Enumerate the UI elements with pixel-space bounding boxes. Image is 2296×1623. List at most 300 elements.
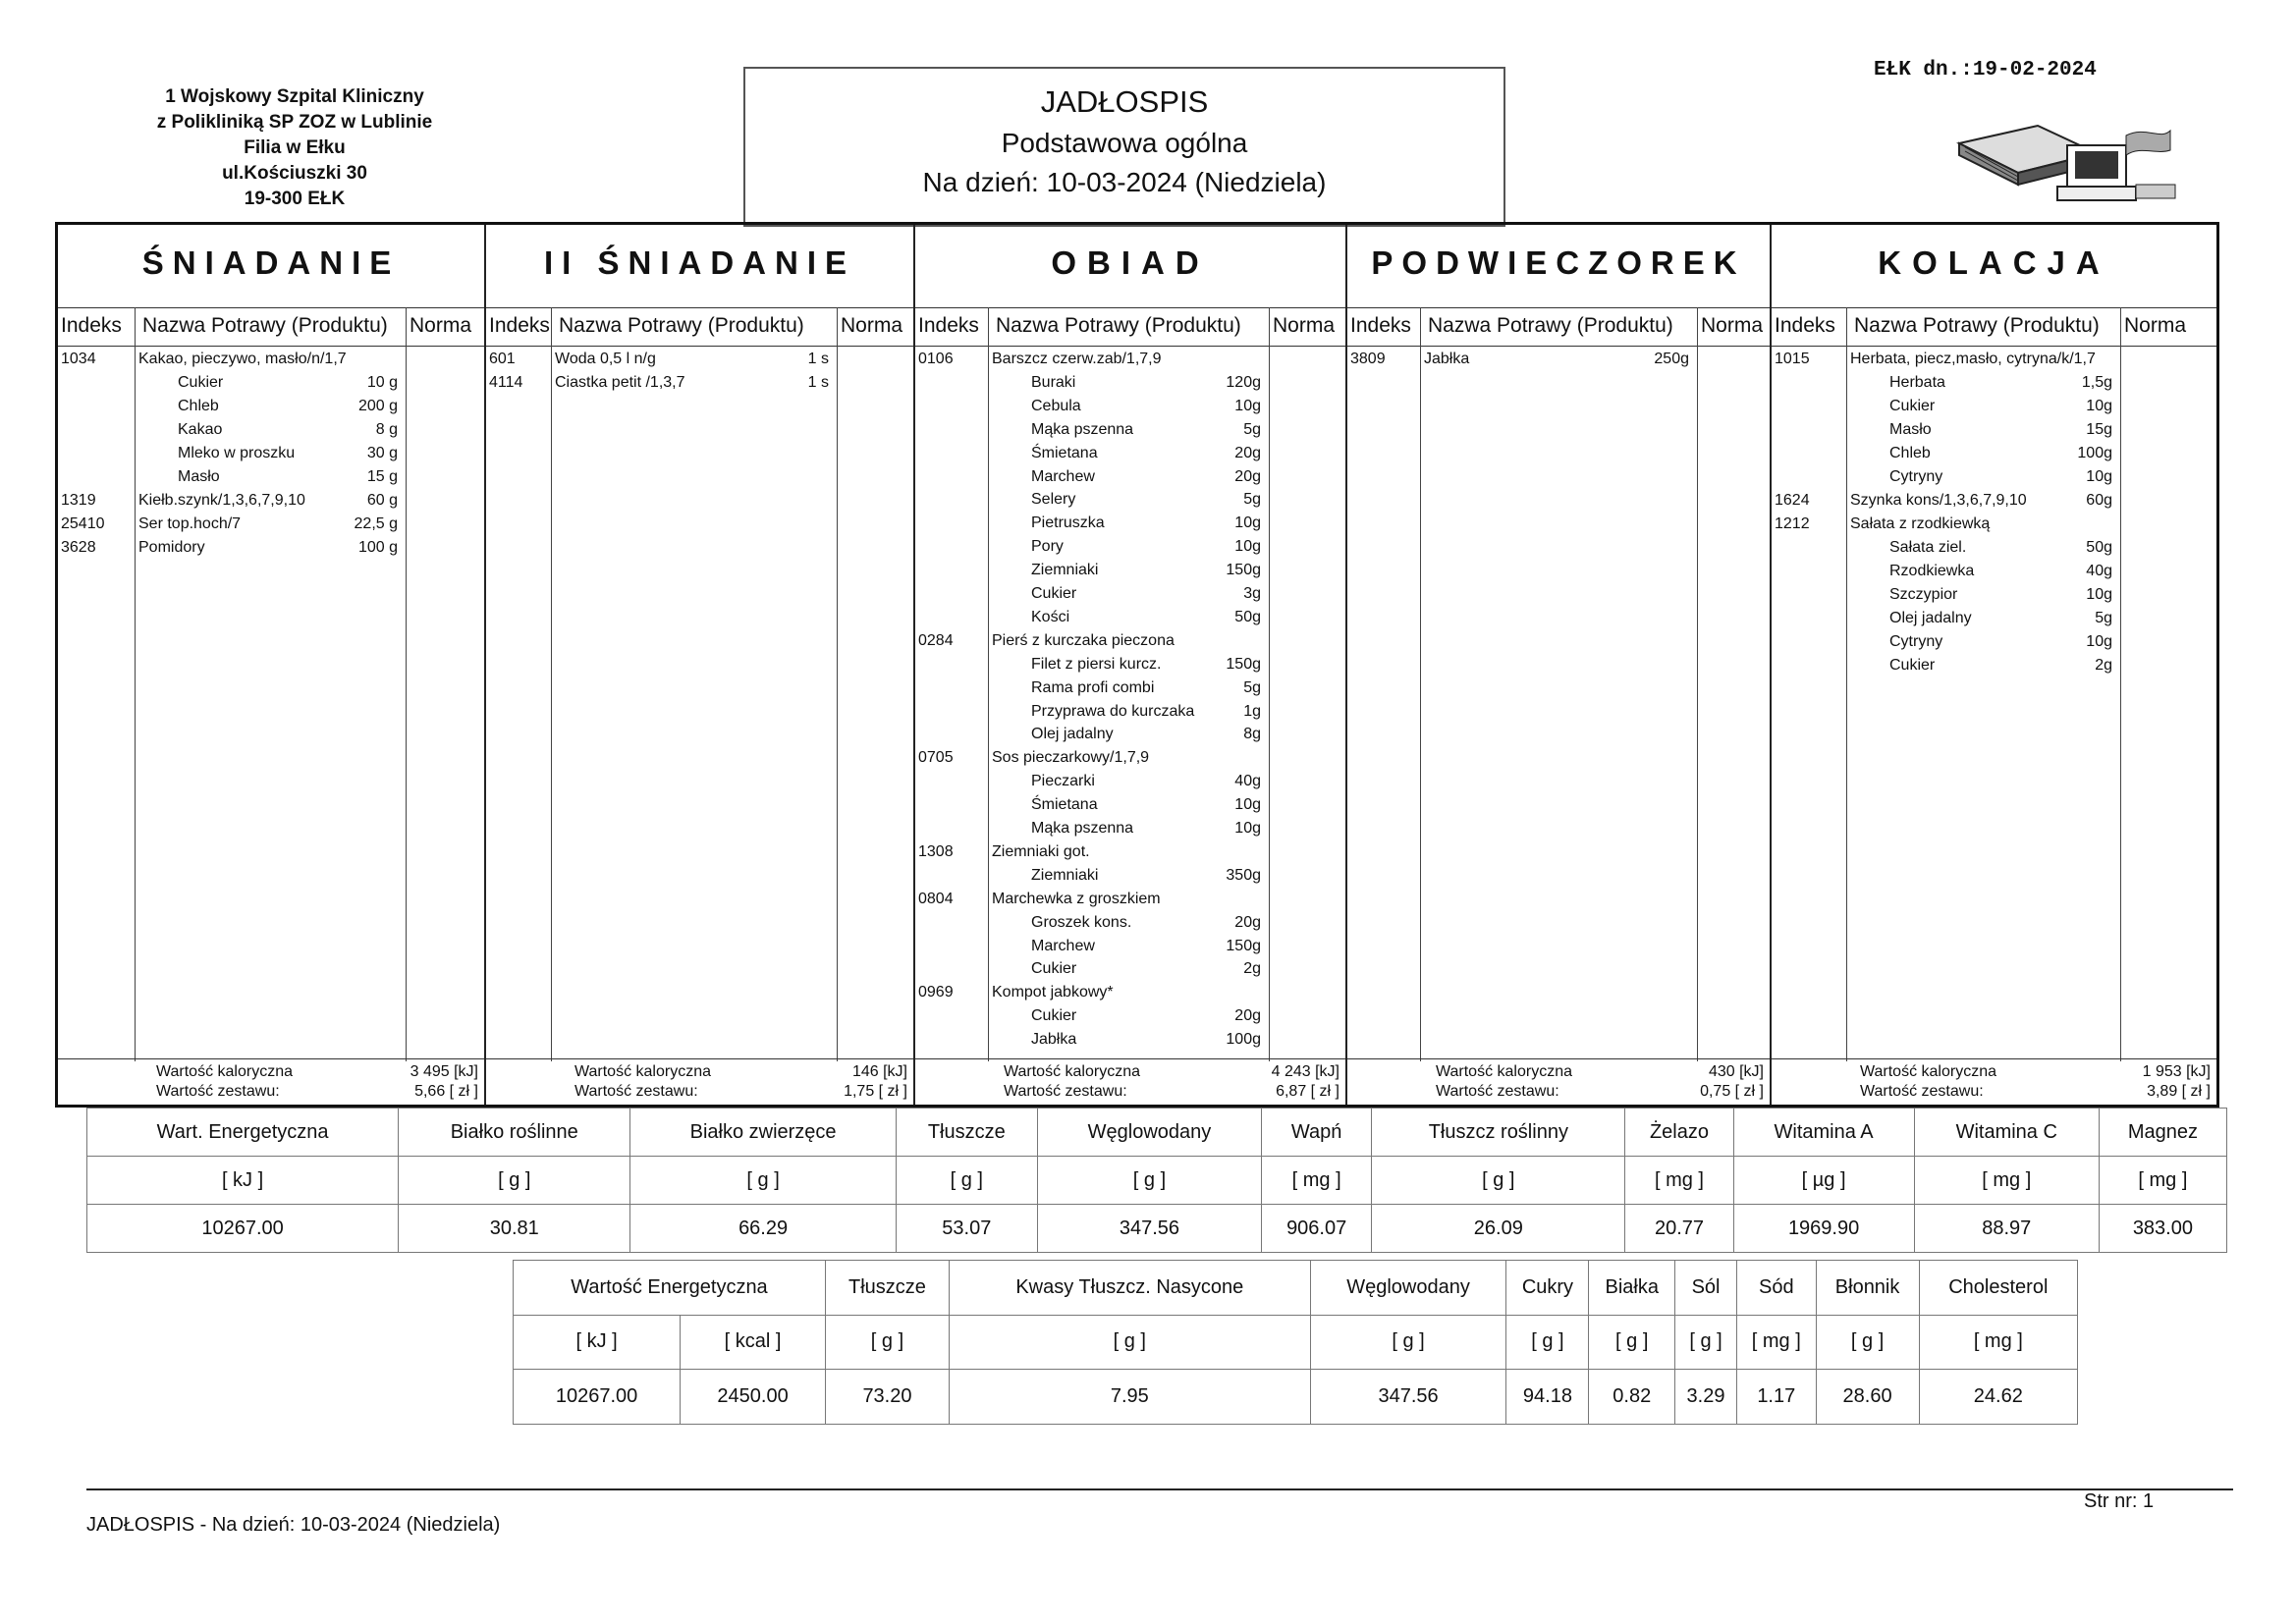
column-headers [58, 307, 484, 347]
nutrition-cell-header: Białko roślinne [399, 1109, 630, 1157]
calorific-value: 430 [kJ] [1708, 1063, 1764, 1080]
nutrition-cell-unit: [ mg ] [1625, 1157, 1733, 1205]
row-name: Cukier [1889, 657, 1936, 674]
calorific-value: 3 495 [kJ] [410, 1063, 478, 1080]
nutrition-cell-values: 3.29 [1675, 1370, 1737, 1425]
page-number: Str nr: 1 [2084, 1490, 2155, 1512]
row-norm: 5g [1243, 678, 1261, 696]
row-norm: 120g [1226, 373, 1261, 391]
row-name: Pierś z kurczaka pieczona [992, 631, 1175, 649]
row-norm: 150g [1226, 562, 1261, 579]
row-name: Szczypior [1889, 586, 1958, 603]
meal-section [1347, 225, 1772, 1105]
meal-summary [58, 1058, 484, 1105]
nutrition-cell-value: 88.97 [1914, 1205, 2099, 1253]
row-name: Chleb [178, 398, 219, 414]
menu-row [1772, 351, 2216, 372]
row-name: Sos pieczarkowy/1,7,9 [992, 749, 1150, 767]
nutrition-cell-header: Wapń [1262, 1109, 1372, 1157]
nutrition-cell-units: [ g ] [1589, 1315, 1675, 1370]
column-headers [915, 307, 1345, 347]
row-name: Sałata z rzodkiewką [1850, 515, 1991, 532]
row-name: Ziemniaki [1031, 562, 1099, 579]
nutrition-cell-unit: [ mg ] [1914, 1157, 2099, 1205]
menu-row [1772, 398, 2216, 419]
set-value-label: Wartość zestawu: [574, 1083, 698, 1100]
row-norm: 40g [1234, 773, 1261, 790]
nutrition-cell-value: 26.09 [1372, 1205, 1625, 1253]
menu-row [915, 867, 1345, 889]
row-norm: 10g [1234, 820, 1261, 837]
nutrition-cell-value: 66.29 [630, 1205, 896, 1253]
nutrition-cell-unit: [ g ] [1037, 1157, 1261, 1205]
row-norm: 10g [1234, 796, 1261, 814]
menu-row [1772, 610, 2216, 631]
menu-row [915, 773, 1345, 794]
row-norm: 5g [2095, 610, 2112, 626]
row-name: Marchew [1031, 937, 1095, 954]
nutrition-cell-units: [ kcal ] [681, 1315, 826, 1370]
nutrition-cell-header: Sól [1675, 1261, 1737, 1316]
row-name: Chleb [1889, 445, 1931, 461]
row-name: Masło [178, 468, 220, 485]
menu-row [915, 914, 1345, 936]
row-name: Rama profi combi [1031, 678, 1155, 696]
menu-row [58, 492, 484, 514]
row-norm: 10g [2086, 468, 2112, 485]
nutrition-cell-header: Tłuszcze [896, 1109, 1037, 1157]
hospital-line: 1 Wojskowy Szpital Kliniczny [165, 86, 424, 107]
nutrition-cell-header: Witamina A [1733, 1109, 1914, 1157]
row-index: 0705 [918, 749, 954, 767]
menu-row [915, 938, 1345, 959]
row-name: Cukier [1031, 960, 1077, 978]
row-name: Ser top.hoch/7 [138, 515, 242, 532]
row-norm: 150g [1226, 655, 1261, 673]
column-header-index: Indeks [918, 314, 979, 337]
row-name: Olej jadalny [1889, 610, 1972, 626]
column-header-norm: Norma [1701, 314, 1764, 337]
row-name: Masło [1889, 421, 1932, 438]
nutrition-cell-value: 30.81 [399, 1205, 630, 1253]
row-norm: 100g [1226, 1031, 1261, 1049]
row-norm: 1,5g [2081, 374, 2112, 391]
menu-row [1772, 633, 2216, 655]
nutrition-cell-values: 7.95 [950, 1370, 1311, 1425]
nutrition-cell-unit: [ mg ] [2099, 1157, 2226, 1205]
menu-row [915, 891, 1345, 912]
column-header-name: Nazwa Potrawy (Produktu) [1428, 314, 1673, 337]
row-norm: 10 g [366, 374, 398, 391]
row-name: Cebula [1031, 397, 1081, 414]
column-header-index: Indeks [61, 314, 122, 337]
row-norm: 60g [2086, 492, 2112, 509]
row-name: Filet z piersi kurcz. [1031, 655, 1162, 673]
row-index: 1319 [61, 492, 96, 509]
column-header-name: Nazwa Potrawy (Produktu) [142, 314, 388, 337]
nutrition-cell-header: Magnez [2099, 1109, 2226, 1157]
row-norm: 20g [1234, 467, 1261, 485]
menu-row [1772, 539, 2216, 561]
row-index: 1015 [1775, 351, 1810, 367]
row-name: Herbata [1889, 374, 1945, 391]
menu-row [915, 843, 1345, 865]
meal-section [1772, 225, 2216, 1105]
row-index: 0969 [918, 984, 954, 1001]
menu-row [915, 1007, 1345, 1029]
nutrition-cell-units: [ kJ ] [514, 1315, 681, 1370]
row-norm: 100 g [357, 539, 398, 556]
nutrition-cell-header: Tłuszcz roślinny [1372, 1109, 1625, 1157]
nutrition-cell-value: 1969.90 [1733, 1205, 1914, 1253]
column-divider [551, 307, 552, 1061]
nutrition-cell-values: 28.60 [1816, 1370, 1919, 1425]
column-header-index: Indeks [1775, 314, 1835, 337]
row-name: Rzodkiewka [1889, 563, 1975, 579]
calorific-label: Wartość kaloryczna [574, 1063, 711, 1080]
menu-row [1772, 445, 2216, 466]
menu-row [915, 351, 1345, 372]
column-header-index: Indeks [489, 314, 550, 337]
menu-row [1772, 515, 2216, 537]
row-index: 0106 [918, 351, 954, 367]
row-name: Woda 0,5 l n/g [555, 351, 656, 367]
menu-row [486, 351, 913, 372]
row-index: 1212 [1775, 515, 1810, 532]
nutrition-cell-header: Żelazo [1625, 1109, 1733, 1157]
row-index: 1034 [61, 351, 96, 367]
menu-row [58, 374, 484, 396]
nutrition-cell-values: 10267.00 [514, 1370, 681, 1425]
meal-summary [486, 1058, 913, 1105]
menu-row [915, 445, 1345, 466]
row-name: Groszek kons. [1031, 913, 1132, 931]
nutrition-cell-header: Tłuszcze [825, 1261, 949, 1316]
row-index: 1624 [1775, 492, 1810, 509]
row-norm: 10g [2086, 398, 2112, 414]
nutrition-cell-header: Cukry [1506, 1261, 1589, 1316]
calorific-label: Wartość kaloryczna [1004, 1063, 1140, 1080]
nutrition-cell-units: [ mg ] [1737, 1315, 1817, 1370]
row-name: Pieczarki [1031, 773, 1095, 790]
nutrition-cell-units: [ g ] [950, 1315, 1311, 1370]
row-index: 25410 [61, 515, 105, 532]
menu-row [915, 1031, 1345, 1053]
row-norm: 1g [1243, 702, 1261, 720]
set-value-value: 6,87 [ zł ] [1276, 1083, 1339, 1100]
menu-row [1347, 351, 1770, 372]
row-name: Cukier [1031, 1007, 1077, 1025]
diet-name: Podstawowa ogólna [1001, 128, 1248, 158]
row-norm: 10g [1234, 538, 1261, 556]
menu-row [1772, 657, 2216, 678]
menu-row [915, 374, 1345, 396]
row-index: 3809 [1350, 351, 1386, 367]
nutrition-cell-values: 347.56 [1310, 1370, 1506, 1425]
row-name: Barszcz czerw.zab/1,7,9 [992, 351, 1162, 367]
meal-title: OBIAD [1051, 244, 1210, 281]
nutrition-row-units [514, 1315, 2078, 1370]
row-name: Cukier [1889, 398, 1936, 414]
set-value-value: 0,75 [ zł ] [1700, 1083, 1764, 1100]
menu-row [915, 960, 1345, 982]
row-index: 4114 [489, 374, 523, 391]
menu-row [915, 820, 1345, 841]
row-name: Marchew [1031, 467, 1095, 485]
nutrition-cell-values: 73.20 [825, 1370, 949, 1425]
nutrition-cell-units: [ mg ] [1919, 1315, 2077, 1370]
row-norm: 8g [1243, 726, 1261, 743]
menu-row [58, 515, 484, 537]
nutrition-cell-value: 10267.00 [87, 1205, 399, 1253]
book-computer-icon [1949, 116, 2185, 204]
hospital-line: ul.Kościuszki 30 [222, 163, 367, 184]
nutrition-cell-units: [ g ] [1675, 1315, 1737, 1370]
menu-row [915, 656, 1345, 677]
set-value-value: 5,66 [ zł ] [414, 1083, 478, 1100]
nutrition-cell-values: 24.62 [1919, 1370, 2077, 1425]
menu-row [1772, 492, 2216, 514]
set-value-label: Wartość zestawu: [1860, 1083, 1984, 1100]
row-norm: 200 g [357, 398, 398, 414]
footer-divider [86, 1488, 2233, 1490]
row-norm: 10g [1234, 514, 1261, 532]
nutrition-cell-unit: [ g ] [630, 1157, 896, 1205]
nutrition-table-2 [513, 1260, 2078, 1425]
menu-row [915, 491, 1345, 513]
meal-summary [1347, 1058, 1770, 1105]
nutrition-cell-unit: [ g ] [399, 1157, 630, 1205]
row-name: Mąka pszenna [1031, 420, 1134, 438]
menu-row [1772, 563, 2216, 584]
row-name: Selery [1031, 491, 1076, 509]
column-header-name: Nazwa Potrawy (Produktu) [996, 314, 1241, 337]
row-norm: 2g [2095, 657, 2112, 674]
row-name: Sałata ziel. [1889, 539, 1967, 556]
nutrition-cell-value: 347.56 [1037, 1205, 1261, 1253]
row-name: Mleko w proszku [178, 445, 296, 461]
row-name: Cukier [178, 374, 224, 391]
menu-row [58, 468, 484, 490]
row-norm: 3g [1243, 585, 1261, 602]
menu-table [55, 222, 2219, 1108]
column-header-norm: Norma [2124, 314, 2187, 337]
meal-summary [1772, 1058, 2216, 1105]
nutrition-table-1 [86, 1108, 2227, 1253]
row-name: Pory [1031, 538, 1064, 556]
set-value-value: 3,89 [ zł ] [2147, 1083, 2211, 1100]
menu-row [915, 796, 1345, 818]
row-norm: 22,5 g [354, 515, 398, 532]
hospital-line: z Polikliniką SP ZOZ w Lublinie [156, 112, 433, 133]
row-name: Śmietana [1031, 444, 1098, 461]
nutrition-row-header [87, 1109, 2227, 1157]
nutrition-row-values [514, 1370, 2078, 1425]
column-headers [1347, 307, 1770, 347]
column-header-norm: Norma [410, 314, 472, 337]
row-norm: 10g [2086, 586, 2112, 603]
nutrition-row-header [514, 1261, 2078, 1316]
menu-row [915, 726, 1345, 747]
row-norm: 8 g [375, 421, 398, 438]
row-name: Buraki [1031, 373, 1076, 391]
row-norm: 5g [1243, 491, 1261, 509]
meal-section [915, 225, 1347, 1105]
menu-row [58, 445, 484, 466]
meal-title: PODWIECZOREK [1371, 244, 1746, 281]
nutrition-cell-header: Białko zwierzęce [630, 1109, 896, 1157]
meal-section [486, 225, 915, 1105]
nutrition-cell-header: Sód [1737, 1261, 1817, 1316]
menu-row [915, 749, 1345, 771]
menu-row [915, 679, 1345, 701]
nutrition-cell-value: 906.07 [1262, 1205, 1372, 1253]
nutrition-cell-unit: [ kJ ] [87, 1157, 399, 1205]
row-name: Cukier [1031, 585, 1077, 602]
meal-title: II ŚNIADANIE [543, 244, 856, 281]
set-value-label: Wartość zestawu: [156, 1083, 280, 1100]
nutrition-cell-header: Wartość Energetyczna [514, 1261, 826, 1316]
row-name: Przyprawa do kurczaka [1031, 702, 1195, 720]
row-name: Ziemniaki got. [992, 842, 1090, 860]
row-name: Jabłka [1424, 351, 1470, 367]
row-norm: 10g [1234, 397, 1261, 414]
meal-section [58, 225, 486, 1105]
row-name: Ziemniaki [1031, 866, 1099, 884]
nutrition-cell-values: 94.18 [1506, 1370, 1589, 1425]
row-norm: 15 g [366, 468, 398, 485]
row-name: Kakao [178, 421, 223, 438]
nutrition-cell-units: [ g ] [1816, 1315, 1919, 1370]
nutrition-cell-header: Cholesterol [1919, 1261, 2077, 1316]
column-header-name: Nazwa Potrawy (Produktu) [559, 314, 804, 337]
meal-summary [915, 1058, 1345, 1105]
row-norm: 350g [1226, 866, 1261, 884]
row-norm: 20g [1234, 913, 1261, 931]
row-norm: 10g [2086, 633, 2112, 650]
meal-title: ŚNIADANIE [141, 244, 401, 281]
menu-row [915, 468, 1345, 490]
row-norm: 15g [2086, 421, 2112, 438]
column-header-norm: Norma [1273, 314, 1336, 337]
row-norm: 60 g [366, 492, 398, 509]
row-index: 0804 [918, 890, 954, 907]
nutrition-cell-value: 20.77 [1625, 1205, 1733, 1253]
menu-date: Na dzień: 10-03-2024 (Niedziela) [922, 167, 1327, 197]
row-norm: 30 g [366, 445, 398, 461]
row-norm: 250g [1654, 351, 1689, 367]
row-name: Herbata, piecz,masło, cytryna/k/1,7 [1850, 351, 2096, 367]
nutrition-cell-header: Błonnik [1816, 1261, 1919, 1316]
menu-row [915, 514, 1345, 536]
menu-row [58, 351, 484, 372]
row-index: 3628 [61, 539, 96, 556]
row-name: Szynka kons/1,3,6,7,9,10 [1850, 492, 2027, 509]
nutrition-row-unit [87, 1157, 2227, 1205]
nutrition-cell-unit: [ g ] [896, 1157, 1037, 1205]
nutrition-cell-units: [ g ] [1506, 1315, 1589, 1370]
nutrition-cell-values: 2450.00 [681, 1370, 826, 1425]
nutrition-cell-header: Białka [1589, 1261, 1675, 1316]
column-divider [837, 307, 838, 1061]
menu-row [1772, 421, 2216, 443]
menu-row [58, 421, 484, 443]
row-name: Olej jadalny [1031, 726, 1114, 743]
nutrition-row-value [87, 1205, 2227, 1253]
print-date: EŁK dn.:19-02-2024 [1874, 59, 2097, 81]
nutrition-cell-value: 53.07 [896, 1205, 1037, 1253]
menu-row [58, 398, 484, 419]
row-index: 601 [489, 351, 516, 367]
set-value-value: 1,75 [ zł ] [844, 1083, 907, 1100]
hospital-address [118, 84, 471, 212]
nutrition-cell-values: 0.82 [1589, 1370, 1675, 1425]
menu-row [1772, 468, 2216, 490]
calorific-value: 4 243 [kJ] [1271, 1063, 1339, 1080]
row-name: Kości [1031, 608, 1070, 625]
row-index: 0284 [918, 631, 954, 649]
menu-row [915, 421, 1345, 443]
menu-row [1772, 374, 2216, 396]
row-norm: 40g [2086, 563, 2112, 579]
document-title: JADŁOSPIS [1040, 84, 1209, 119]
row-norm: 20g [1234, 444, 1261, 461]
row-name: Pomidory [138, 539, 205, 556]
column-divider [1697, 307, 1698, 1061]
hospital-line: Filia w Ełku [244, 137, 346, 158]
menu-row [486, 374, 913, 396]
nutrition-cell-values: 1.17 [1737, 1370, 1817, 1425]
row-norm: 2g [1243, 960, 1261, 978]
menu-row [915, 562, 1345, 583]
set-value-label: Wartość zestawu: [1004, 1083, 1127, 1100]
row-name: Kakao, pieczywo, masło/n/1,7 [138, 351, 347, 367]
column-header-norm: Norma [841, 314, 903, 337]
menu-row [915, 398, 1345, 419]
menu-row [915, 984, 1345, 1005]
row-name: Cytryny [1889, 633, 1943, 650]
row-name: Kompot jabkowy* [992, 984, 1114, 1001]
row-name: Ciastka petit /1,3,7 [555, 374, 685, 391]
footer-text: JADŁOSPIS - Na dzień: 10-03-2024 (Niedziela) [86, 1514, 501, 1536]
row-name: Pietruszka [1031, 514, 1105, 532]
column-header-name: Nazwa Potrawy (Produktu) [1854, 314, 2100, 337]
row-norm: 5g [1243, 420, 1261, 438]
row-name: Śmietana [1031, 796, 1098, 814]
menu-row [915, 585, 1345, 607]
nutrition-cell-header: Witamina C [1914, 1109, 2099, 1157]
meal-title: KOLACJA [1878, 244, 2110, 281]
nutrition-cell-unit: [ µg ] [1733, 1157, 1914, 1205]
nutrition-cell-units: [ g ] [825, 1315, 949, 1370]
menu-row [915, 538, 1345, 560]
menu-row [1772, 586, 2216, 608]
row-name: Jabłka [1031, 1031, 1077, 1049]
nutrition-cell-value: 383.00 [2099, 1205, 2226, 1253]
nutrition-cell-units: [ g ] [1310, 1315, 1506, 1370]
column-header-index: Indeks [1350, 314, 1411, 337]
calorific-value: 1 953 [kJ] [2142, 1063, 2211, 1080]
row-name: Cytryny [1889, 468, 1943, 485]
calorific-value: 146 [kJ] [851, 1063, 907, 1080]
row-name: Mąka pszenna [1031, 820, 1134, 837]
nutrition-cell-unit: [ g ] [1372, 1157, 1625, 1205]
row-norm: 100g [2077, 445, 2112, 461]
column-divider [1420, 307, 1421, 1061]
menu-row [915, 632, 1345, 654]
set-value-label: Wartość zestawu: [1436, 1083, 1559, 1100]
row-norm: 150g [1226, 937, 1261, 954]
